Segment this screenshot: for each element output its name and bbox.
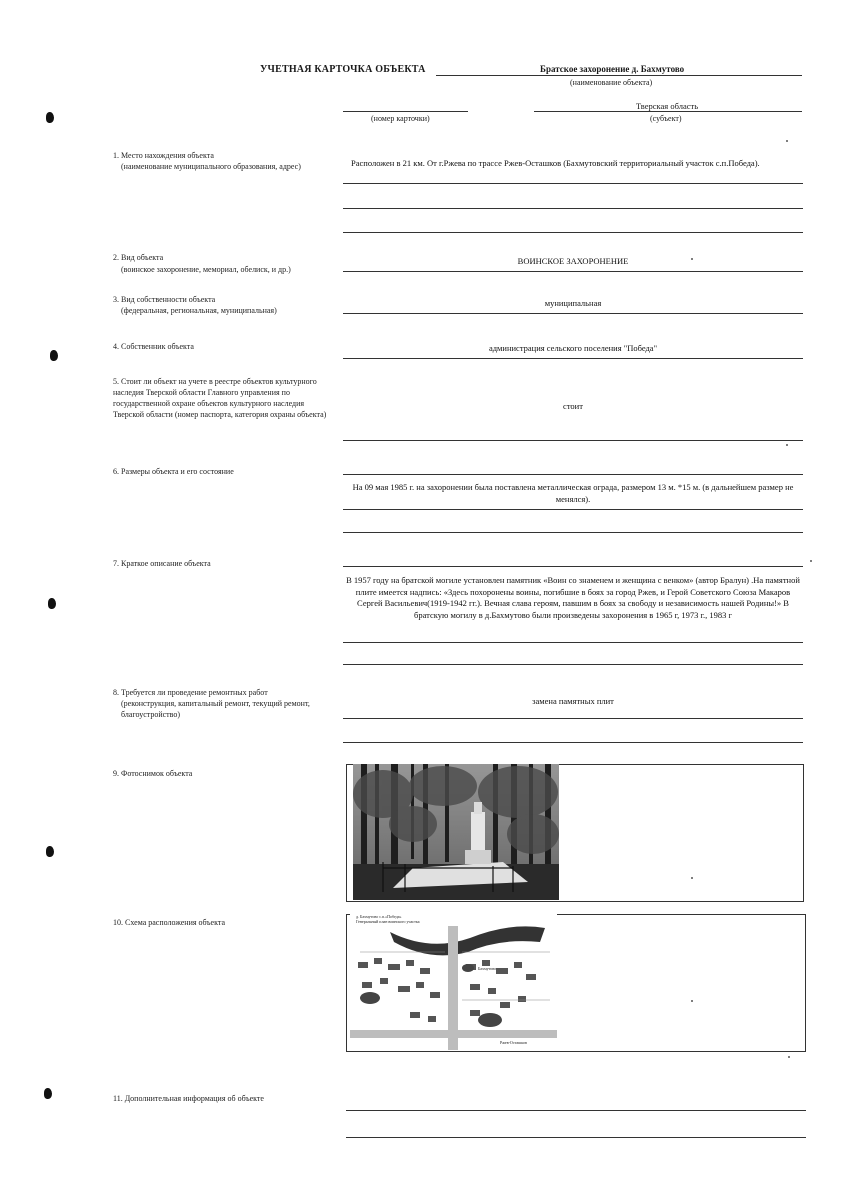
field-1-value: Расположен в 21 км. От г.Ржева по трассе Ржев-Осташков (Бахмутовский территориальный участок с.п.Победа). xyxy=(351,158,760,168)
field-8-label: 8. Требуется ли проведение ремонтных работ xyxy=(113,688,268,697)
field-1-line xyxy=(343,232,803,233)
punch-hole-5 xyxy=(44,1088,52,1099)
subject-caption: (субъект) xyxy=(650,114,682,123)
subject-line xyxy=(534,111,802,112)
scan-speck xyxy=(788,1056,790,1058)
field-11-line xyxy=(346,1110,806,1111)
scan-speck xyxy=(810,560,812,562)
punch-hole-1 xyxy=(46,112,54,123)
card-number-line xyxy=(343,111,468,112)
field-2-label: 2. Вид объекта xyxy=(113,253,164,262)
field-4-line xyxy=(343,358,803,359)
field-8-line xyxy=(343,718,803,719)
field-7-line xyxy=(343,664,803,665)
scheme-caption-2: Генеральный план воинского участка xyxy=(356,919,420,924)
punch-hole-4 xyxy=(46,846,54,857)
field-6-value: На 09 мая 1985 г. на захоронении была поставлена металлическая ограда, размером 13 м. *15 м. (в дальнейшем размер не менялся). xyxy=(352,482,794,504)
page-title: УЧЕТНАЯ КАРТОЧКА ОБЪЕКТА xyxy=(260,64,426,75)
object-name: Братское захоронение д. Бахмутово xyxy=(540,64,685,74)
scan-speck xyxy=(786,444,788,446)
field-1-label: 1. Место нахождения объекта xyxy=(113,151,214,160)
field-4-label: 4. Собственник объекта xyxy=(113,342,194,351)
field-8-sublabel: (реконструкция, капитальный ремонт, текущий ремонт, благоустройство) xyxy=(121,699,310,719)
field-11-label: 11. Дополнительная информация об объекте xyxy=(113,1094,264,1103)
field-3-value: муниципальная xyxy=(544,298,602,308)
field-4-value: администрация сельского поселения "Победа" xyxy=(488,343,658,353)
field-3-label: 3. Вид собственности объекта xyxy=(113,295,216,304)
field-2-line xyxy=(343,271,803,272)
field-1-line xyxy=(343,183,803,184)
field-3-sublabel: (федеральная, региональная, муниципальная) xyxy=(121,306,277,315)
scan-speck xyxy=(786,140,788,142)
field-7-line xyxy=(343,566,803,567)
scheme-caption-1: д. Бахмутово с.п.«Победа» xyxy=(356,914,402,919)
object-name-caption: (наименование объекта) xyxy=(570,78,653,87)
field-10-label: 10. Схема расположения объекта xyxy=(113,918,226,927)
field-7-label: 7. Краткое описание объекта xyxy=(113,559,211,568)
field-1-line xyxy=(343,208,803,209)
field-3-line xyxy=(343,313,803,314)
object-photo xyxy=(353,764,559,900)
field-7-value: В 1957 году на братской могиле установлен памятник «Воин со знаменем и женщина с венком» (автор Бралун) .На памятной плите имеется надпись: «Здесь похоронены воины, погибшие в боях за город Ржев, и Герой Советского Союза Макаров Сергей Васильевич(1919-1942 гг.). Вечная слава героям, павшим в боях за свободу и независимость нашей Родины!» В братскую могилу в д.Бахмутово были произведены захоронения в 1965 г, 1973 г., 1983 г xyxy=(346,575,800,620)
field-8-value: замена памятных плит xyxy=(532,696,614,706)
field-1-sublabel: (наименование муниципального образования, адрес) xyxy=(121,162,301,171)
field-7-line xyxy=(343,642,803,643)
field-6-line xyxy=(343,532,803,533)
field-6-line xyxy=(343,474,803,475)
punch-hole-2 xyxy=(50,350,58,361)
field-6-line xyxy=(343,509,803,510)
punch-hole-3 xyxy=(48,598,56,609)
field-5-value: стоит xyxy=(563,401,583,411)
card-number-caption: (номер карточки) xyxy=(371,114,430,123)
location-scheme xyxy=(350,912,557,1050)
title-underline xyxy=(436,75,802,76)
subject-value: Тверская область xyxy=(636,101,699,111)
field-8-line xyxy=(343,742,803,743)
field-11-line xyxy=(346,1137,806,1138)
field-9-label: 9. Фотоснимок объекта xyxy=(113,769,193,778)
scheme-road-label: Ржев-Осташков xyxy=(500,1040,527,1045)
field-5-line xyxy=(343,440,803,441)
field-2-sublabel: (воинское захоронение, мемориал, обелиск, и др.) xyxy=(121,265,291,274)
field-5-label: 5. Стоит ли объект на учете в реестре объектов культурного наследия Тверской области Главного управления по государственной охране объектов культурного наследия Тверской области (номер паспорта, категория охраны объекта) xyxy=(113,377,327,419)
scheme-area-label: Бахмутово xyxy=(478,966,497,971)
field-6-label: 6. Размеры объекта и его состояние xyxy=(113,467,234,476)
field-2-value: ВОИНСКОЕ ЗАХОРОНЕНИЕ xyxy=(517,256,629,266)
